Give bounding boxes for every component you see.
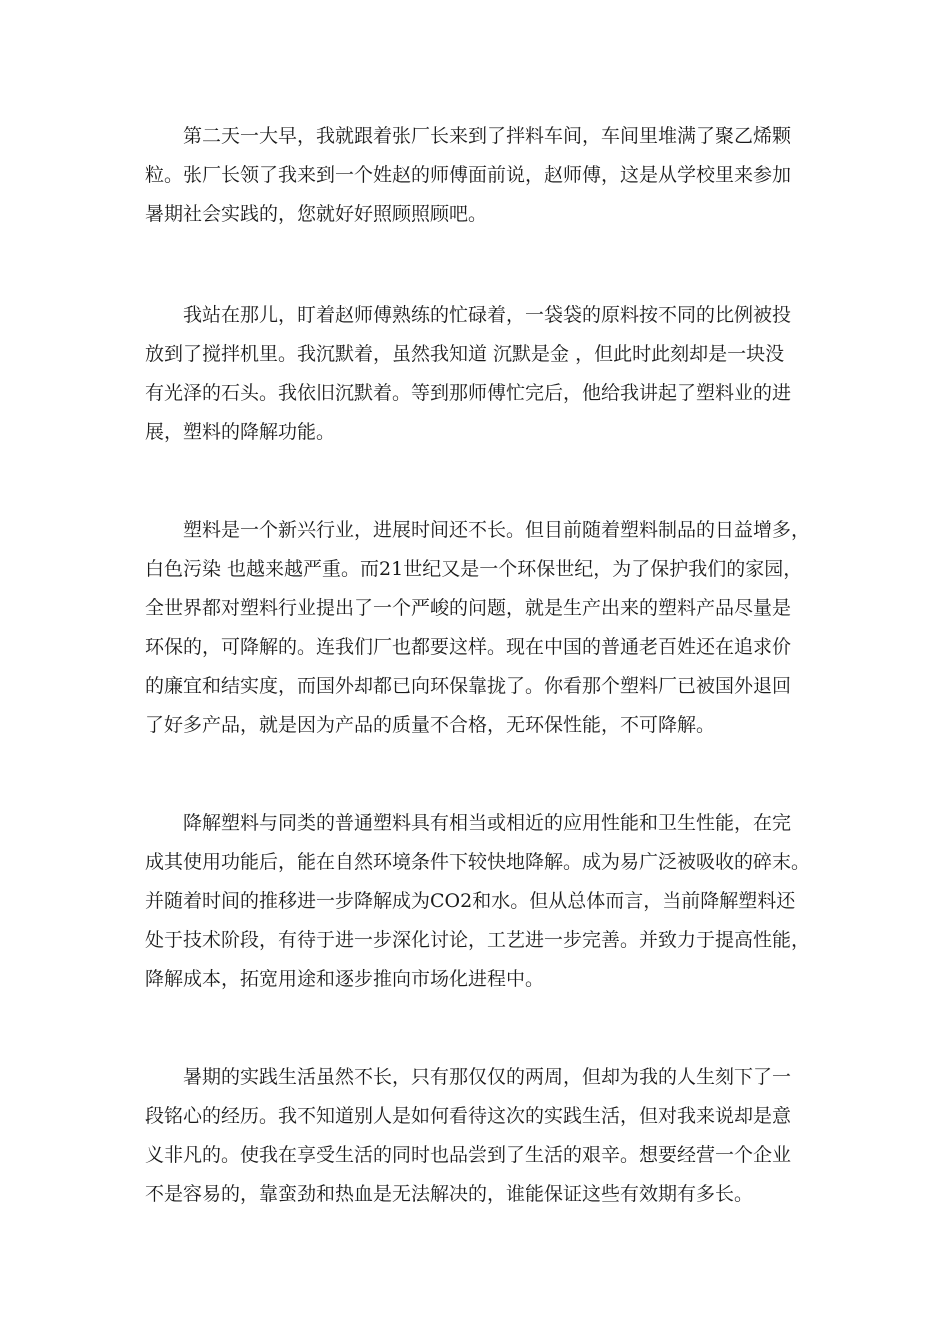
text-line: 粒。张厂长领了我来到一个姓赵的师傅面前说，赵师傅，这是从学校里来参加 (145, 164, 792, 186)
paragraph-2 (145, 296, 815, 452)
paragraph-5 (145, 1058, 815, 1214)
text-line: 降解塑料与同类的普通塑料具有相当或相近的应用性能和卫生性能，在完 (145, 812, 792, 834)
text-line: 塑料是一个新兴行业，进展时间还不长。但目前随着塑料制品的日益增多， (145, 519, 811, 541)
text-line: 并随着时间的推移进一步降解成为CO2和水。但从总体而言，当前降解塑料还 (145, 890, 796, 912)
text-line: 了好多产品，就是因为产品的质量不合格，无环保性能，不可降解。 (145, 714, 716, 736)
text-line: 第二天一大早，我就跟着张厂长来到了拌料车间，车间里堆满了聚乙烯颗 (145, 125, 792, 147)
paragraph-1 (145, 117, 815, 234)
text-line: 全世界都对塑料行业提出了一个严峻的问题，就是生产出来的塑料产品尽量是 (145, 597, 792, 619)
text-line: 的廉宜和结实度，而国外却都已向环保靠拢了。你看那个塑料厂已被国外退回 (145, 675, 792, 697)
text-line: 义非凡的。使我在享受生活的同时也品尝到了生活的艰辛。想要经营一个企业 (145, 1144, 792, 1166)
text-line: 降解成本，拓宽用途和逐步推向市场化进程中。 (145, 968, 545, 990)
text-line: 不是容易的，靠蛮劲和热血是无法解决的，谁能保证这些有效期有多长。 (145, 1183, 754, 1205)
paragraph-3 (145, 511, 815, 745)
text-line: 段铭心的经历。我不知道别人是如何看待这次的实践生活，但对我来说却是意 (145, 1105, 792, 1127)
text-line: 展，塑料的降解功能。 (145, 421, 336, 443)
paragraph-4 (145, 804, 815, 999)
text-line: 我站在那儿，盯着赵师傅熟练的忙碌着，一袋袋的原料按不同的比例被投 (145, 304, 792, 326)
text-line: 有光泽的石头。我依旧沉默着。等到那师傅忙完后，他给我讲起了塑料业的进 (145, 382, 792, 404)
text-line: 成其使用功能后，能在自然环境条件下较快地降解。成为易广泛被吸收的碎末。 (145, 851, 811, 873)
text-line: 暑期的实践生活虽然不长，只有那仅仅的两周，但却为我的人生刻下了一 (145, 1066, 792, 1088)
text-line: 环保的，可降解的。连我们厂也都要这样。现在中国的普通老百姓还在追求价 (145, 636, 792, 658)
text-line: 放到了搅拌机里。我沉默着，虽然我知道 沉默是金 ，但此时此刻却是一块没 (145, 343, 785, 365)
text-line: 处于技术阶段，有待于进一步深化讨论，工艺进一步完善。并致力于提高性能， (145, 929, 811, 951)
text-line: 白色污染 也越来越严重。而21世纪又是一个环保世纪，为了保护我们的家园， (145, 558, 803, 580)
text-line: 暑期社会实践的，您就好好照顾照顾吧。 (145, 203, 488, 225)
